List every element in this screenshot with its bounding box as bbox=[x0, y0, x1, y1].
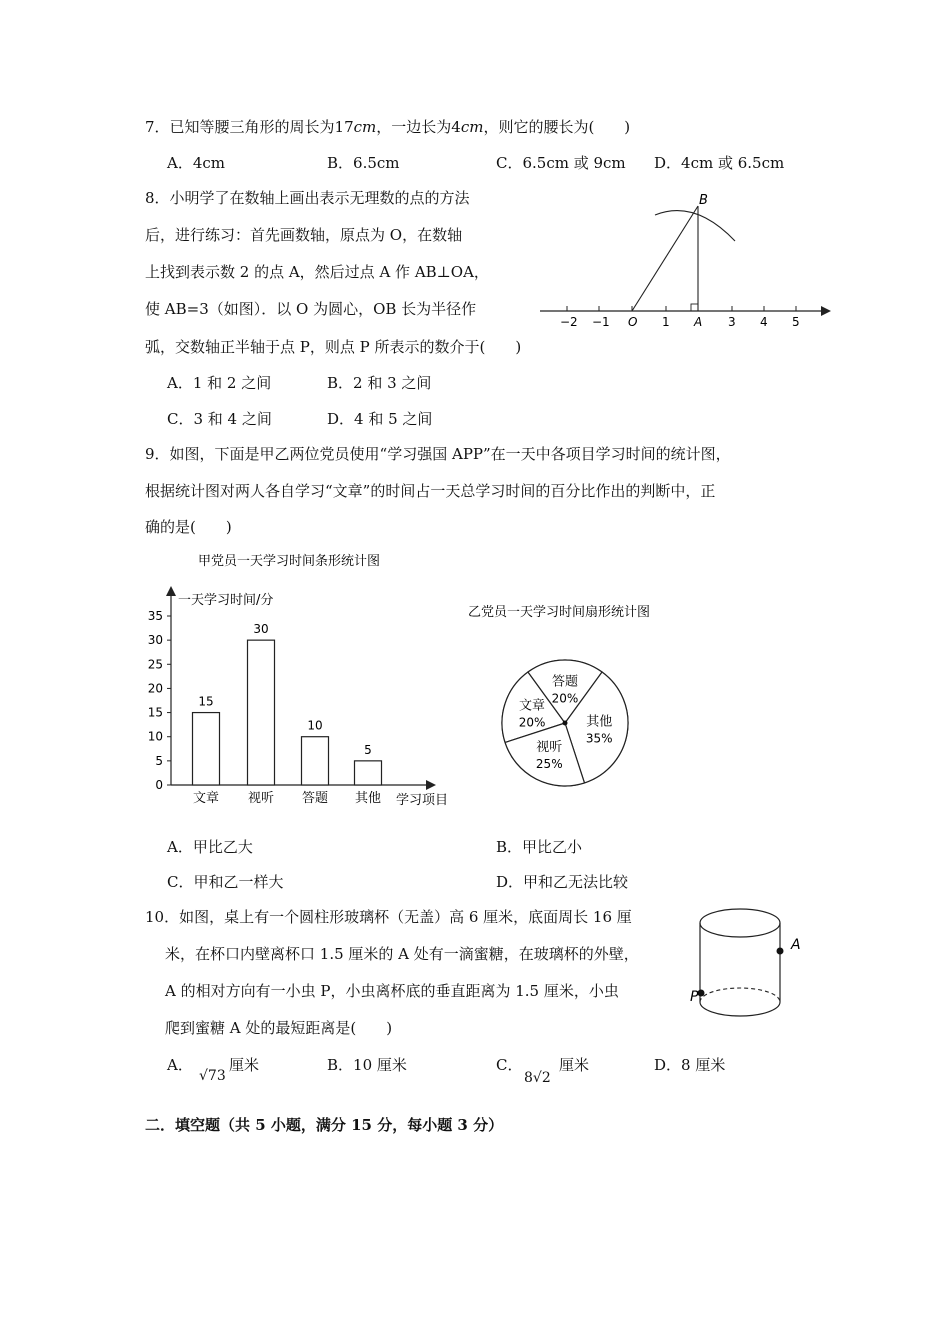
bar-value-label: 10 bbox=[307, 718, 323, 733]
cylinder-bottom-front bbox=[700, 1002, 780, 1016]
q7-option-a: A．4cm bbox=[167, 154, 226, 172]
cylinder-top bbox=[700, 909, 780, 937]
q8-number-line-figure bbox=[535, 185, 840, 335]
x-tick-label: 文章 bbox=[192, 791, 220, 806]
pie-slice-label: 视听 bbox=[536, 739, 563, 755]
q8-option-d: D．4 和 5 之间 bbox=[327, 410, 433, 428]
q7-option-d: D．4cm 或 6.5cm bbox=[654, 154, 785, 172]
tick-label: −2 bbox=[560, 315, 578, 329]
label-p: P bbox=[690, 989, 699, 1005]
q10-option-a-unit: 厘米 bbox=[229, 1056, 260, 1074]
y-tick-label: 20 bbox=[147, 681, 163, 696]
pie-chart bbox=[460, 595, 690, 795]
tick-label-a: A bbox=[694, 315, 703, 329]
chart-title: 乙党员一天学习时间扇形统计图 bbox=[468, 605, 651, 620]
pie-slice-percent: 20% bbox=[551, 691, 579, 706]
tick-label: 3 bbox=[728, 315, 736, 329]
q9-option-a: A．甲比乙大 bbox=[167, 838, 253, 856]
bar bbox=[193, 713, 220, 785]
q8-option-a: A．1 和 2 之间 bbox=[167, 374, 272, 392]
arc bbox=[655, 211, 735, 241]
tick-label: 1 bbox=[662, 315, 670, 329]
x-axis-arrow bbox=[426, 780, 436, 790]
q10-option-c-unit: 厘米 bbox=[559, 1056, 590, 1074]
bar-value-label: 5 bbox=[364, 742, 372, 757]
q10-option-b: B．10 厘米 bbox=[327, 1056, 407, 1074]
x-tick-label: 视听 bbox=[247, 791, 275, 806]
q7-option-c: C．6.5cm 或 9cm bbox=[496, 154, 626, 172]
x-tick-label: 其他 bbox=[354, 791, 382, 806]
axis-ticks bbox=[567, 306, 796, 311]
q8-line-2: 后，进行练习：首先画数轴，原点为 O，在数轴 bbox=[145, 226, 463, 244]
y-tick-label: 10 bbox=[147, 729, 163, 744]
point-a bbox=[777, 948, 784, 955]
bar-value-label: 15 bbox=[198, 694, 214, 709]
q8-line-5: 弧，交数轴正半轴于点 P，则点 P 所表示的数介于( ) bbox=[145, 338, 522, 356]
axis-arrow bbox=[821, 306, 831, 316]
y-tick-label: 15 bbox=[147, 705, 163, 720]
pie-slice-percent: 20% bbox=[518, 715, 546, 730]
tick-label-origin: O bbox=[628, 315, 638, 329]
right-angle-mark bbox=[691, 304, 698, 311]
pie-slice-percent: 35% bbox=[585, 731, 613, 746]
q9-option-b: B．甲比乙小 bbox=[496, 838, 583, 856]
q10-option-d: D．8 厘米 bbox=[654, 1056, 726, 1074]
y-tick-label: 0 bbox=[155, 778, 163, 792]
pie-slice-percent: 25% bbox=[535, 756, 563, 771]
tick-label: 4 bbox=[760, 315, 768, 329]
q10-line-3: A 的相对方向有一小虫 P，小虫离杯底的垂直距离为 1.5 厘米，小虫 bbox=[165, 982, 619, 1000]
q9-option-d: D．甲和乙无法比较 bbox=[496, 873, 629, 891]
cylinder-bottom-back bbox=[700, 988, 780, 1002]
q9-line-1: 9．如图，下面是甲乙两位党员使用“学习强国 APP”在一天中各项目学习时间的统计图， bbox=[145, 445, 731, 463]
q7-stem: 7．已知等腰三角形的周长为17cm，一边长为4cm，则它的腰长为( ) bbox=[145, 118, 631, 136]
pie-slice-label: 文章 bbox=[519, 698, 546, 714]
q8-option-b: B．2 和 3 之间 bbox=[327, 374, 432, 392]
pie-slice-label: 其他 bbox=[586, 714, 613, 730]
bar bbox=[302, 737, 329, 785]
pie-center bbox=[563, 721, 568, 726]
y-tick-label: 30 bbox=[147, 633, 163, 648]
bar bbox=[355, 761, 382, 785]
bar-chart bbox=[140, 545, 465, 815]
x-tick-label: 答题 bbox=[301, 791, 329, 806]
q8-line-1: 8．小明学了在数轴上画出表示无理数的点的方法 bbox=[145, 189, 470, 207]
q9-line-3: 确的是( ) bbox=[145, 518, 232, 536]
label-b: B bbox=[699, 193, 708, 208]
q10-line-1: 10．如图，桌上有一个圆柱形玻璃杯（无盖）高 6 厘米，底面周长 16 厘 bbox=[145, 908, 632, 926]
segment-ob bbox=[632, 206, 698, 311]
q10-cylinder-figure bbox=[690, 905, 810, 1030]
label-a: A bbox=[791, 937, 801, 953]
q10-option-c-value: 8√2 bbox=[524, 1070, 551, 1086]
q10-option-a: A． bbox=[167, 1056, 193, 1074]
q10-line-2: 米，在杯口内壁离杯口 1.5 厘米的 A 处有一滴蜜糖，在玻璃杯的外壁， bbox=[165, 945, 639, 963]
y-tick-label: 5 bbox=[155, 753, 163, 768]
q7-option-b: B．6.5cm bbox=[327, 154, 400, 172]
y-tick-label: 35 bbox=[147, 609, 163, 623]
q10-option-a-value: √73 bbox=[199, 1068, 226, 1084]
tick-label: −1 bbox=[592, 315, 610, 329]
y-axis-arrow bbox=[166, 586, 176, 596]
y-tick-label: 25 bbox=[147, 657, 163, 672]
q9-option-c: C．甲和乙一样大 bbox=[167, 873, 284, 891]
section-2-title: 二．填空题（共 5 小题，满分 15 分，每小题 3 分） bbox=[145, 1116, 504, 1134]
tick-label: 5 bbox=[792, 315, 800, 329]
pie-slice-label: 答题 bbox=[551, 674, 579, 690]
q9-line-2: 根据统计图对两人各自学习“文章”的时间占一天总学习时间的百分比作出的判断中，正 bbox=[145, 482, 716, 500]
chart-title: 甲党员一天学习时间条形统计图 bbox=[198, 554, 381, 569]
q10-option-c: C． bbox=[496, 1056, 523, 1074]
q8-line-4: 使 AB=3（如图）．以 O 为圆心，OB 长为半径作 bbox=[145, 300, 477, 318]
q10-line-4: 爬到蜜糖 A 处的最短距离是( ) bbox=[165, 1019, 393, 1037]
bar-value-label: 30 bbox=[253, 622, 269, 637]
q8-option-c: C．3 和 4 之间 bbox=[167, 410, 272, 428]
bar bbox=[248, 640, 275, 785]
y-axis-label: 一天学习时间/分 bbox=[178, 593, 274, 608]
x-axis-label: 学习项目 bbox=[396, 793, 449, 808]
point-p bbox=[698, 990, 705, 997]
q8-line-3: 上找到表示数 2 的点 A，然后过点 A 作 AB⊥OA， bbox=[145, 263, 489, 281]
